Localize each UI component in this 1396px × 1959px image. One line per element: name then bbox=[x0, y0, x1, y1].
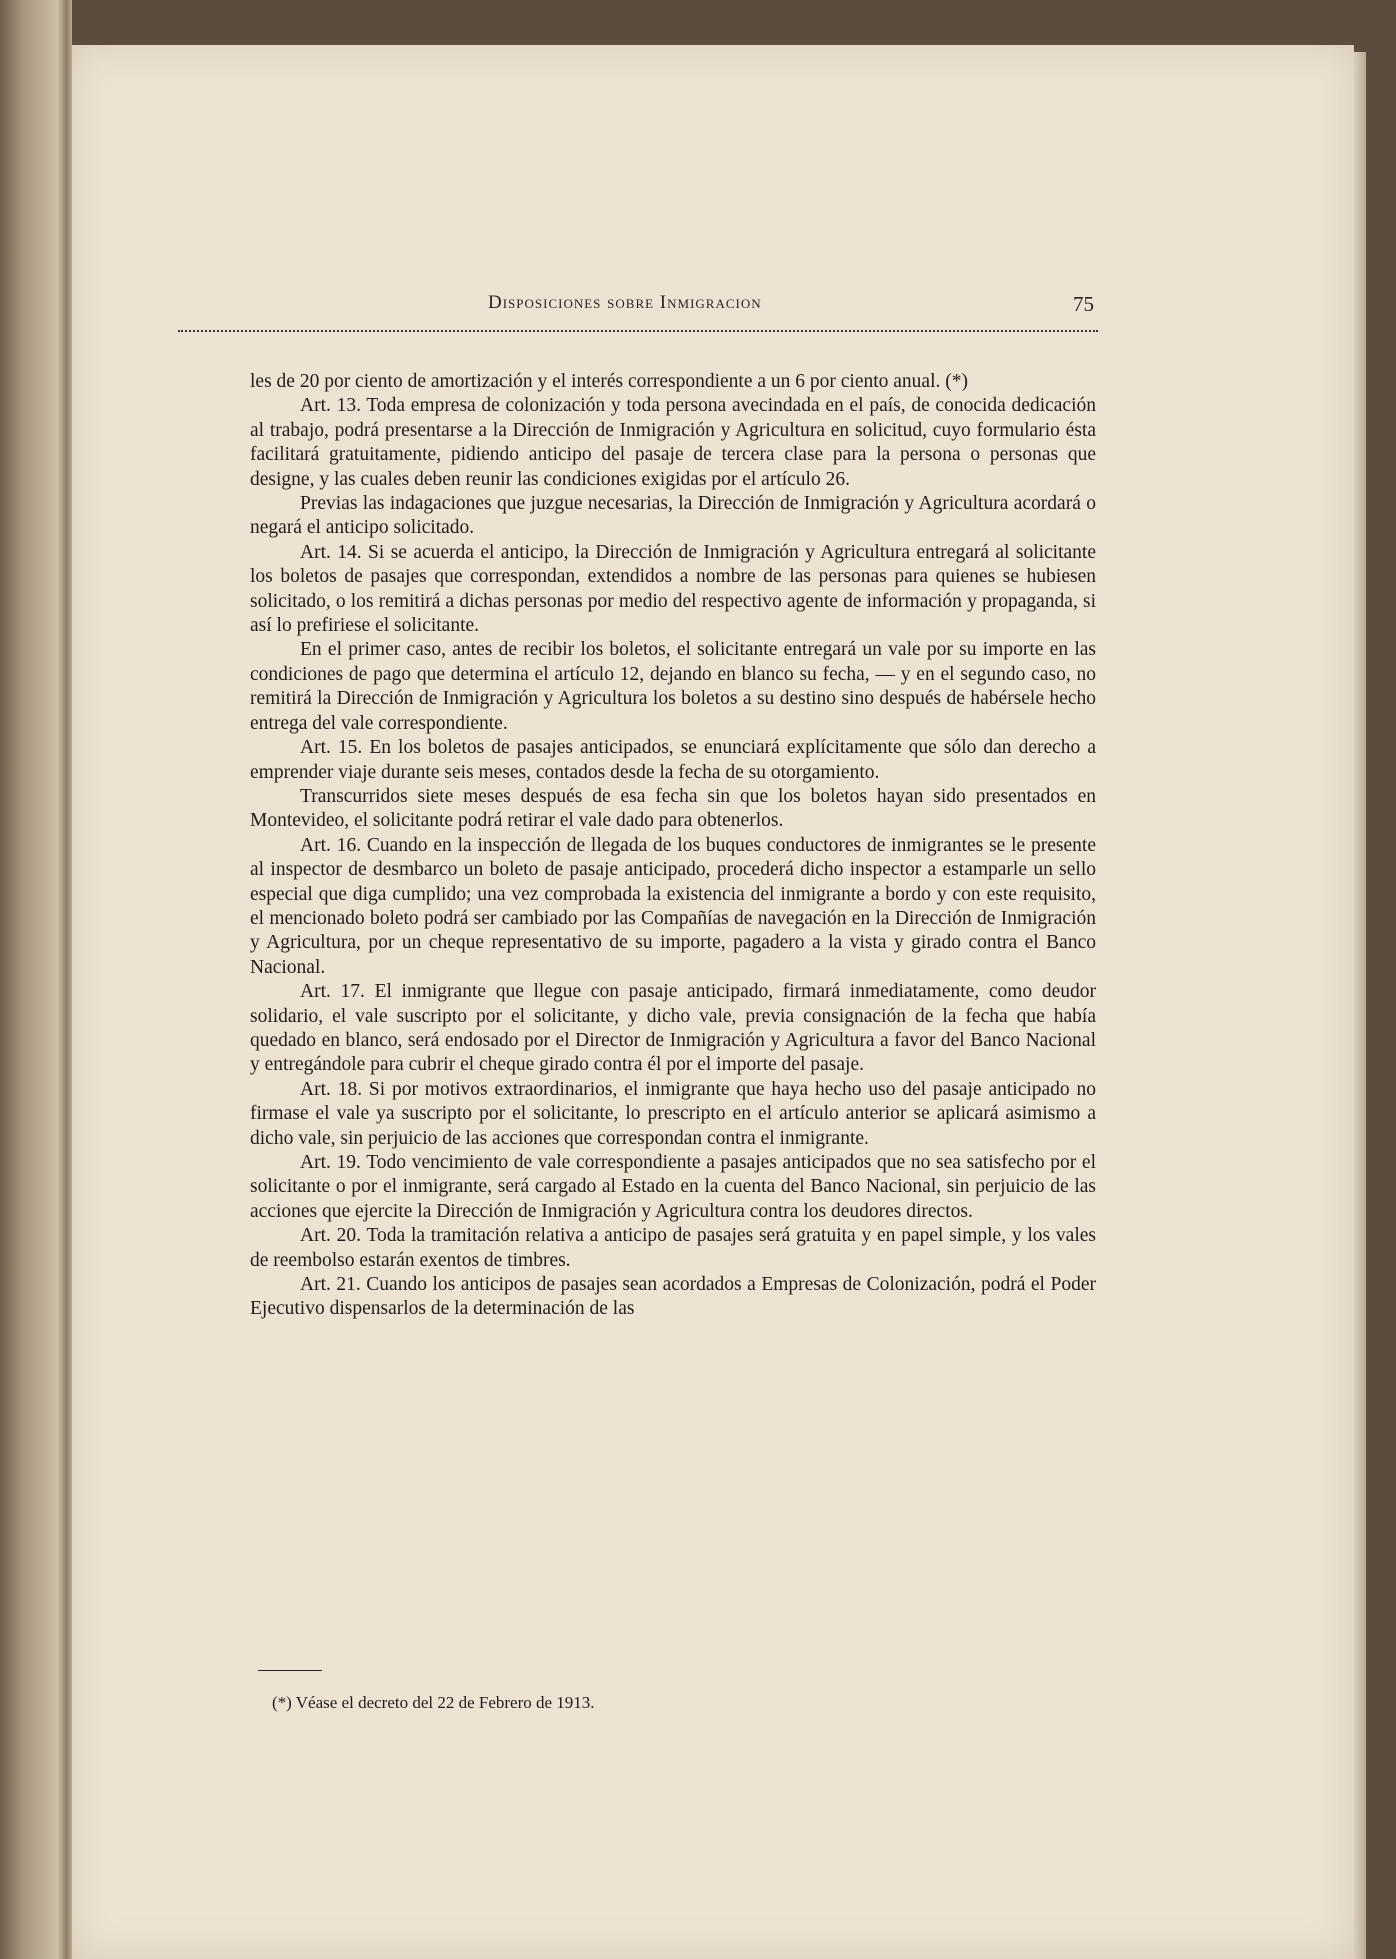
book-gutter bbox=[58, 0, 72, 1959]
footnote-rule bbox=[258, 1670, 322, 1671]
paragraph-art-16: Art. 16. Cuando en la inspección de llegada de los buques conductores de inmigrantes se le presente al inspector de desmbarco un boleto de pasaje anticipado, procederá dicho inspector a estamparle un sello especial que diga cumplido; una vez comprobada la existencia del inmigrante a bordo y con este requisito, el mencionado boleto podrá ser cambiado por las Compañías de navegación en la Dirección de Inmigración y Agricultura, por un cheque representativo de su importe, pagadero a la vista y girado contra el Banco Nacional. bbox=[250, 834, 1096, 978]
paragraph: les de 20 por ciento de amortización y el interés correspondiente a un 6 por ciento anual. (*) bbox=[250, 371, 968, 392]
page-number: 75 bbox=[1073, 292, 1094, 316]
paragraph-art-13: Art. 13. Toda empresa de colonización y toda persona avecindada en el país, de conocida dedicación al trabajo, podrá presentarse a la Dirección de Inmigración y Agricultura en solicitud, cuyo formulario ésta facilitará gratuitamente, pidiendo anticipo del pasaje de tercera clase para la persona o personas que designe, y las cuales deben reunir las condiciones exigidas por el artículo 26. bbox=[250, 395, 1096, 490]
paragraph: Previas las indagaciones que juzgue necesarias, la Dirección de Inmigración y Agricultura acordará o negará el anticipo solicitado. bbox=[250, 493, 1096, 539]
footnote: (*) Véase el decreto del 22 de Febrero de 1913. bbox=[272, 1693, 595, 1712]
paragraph-art-19: Art. 19. Todo vencimiento de vale correspondiente a pasajes anticipados que no sea satisfecho por el solicitante o por el inmigrante, será cargado al Estado en la cuenta del Banco Nacional, sin perjuicio de las acciones que ejercite la Dirección de Inmigración y Agricultura contra los deudores directos. bbox=[250, 1152, 1096, 1222]
page-edge bbox=[1354, 52, 1366, 1959]
body-text bbox=[250, 370, 1096, 1322]
paragraph-art-17: Art. 17. El inmigrante que llegue con pasaje anticipado, firmará inmediatamente, como deudor solidario, el vale suscripto por el solicitante, y dicho vale, previa consignación de la fecha que había quedado en blanco, será endosado por el Director de Inmigración y Agricultura a favor del Banco Nacional y entregándole para cubrir el cheque girado contra él por el importe del pasaje. bbox=[250, 981, 1096, 1076]
paragraph-art-14: Art. 14. Si se acuerda el anticipo, la Dirección de Inmigración y Agricultura entregará al solicitante los boletos de pasajes que correspondan, extendidos a nombre de las personas para quienes se hubiesen solicitado, o los remitirá a dichas personas por medio del respectivo agente de información y propaganda, si así lo prefiriese el solicitante. bbox=[250, 541, 1096, 637]
header-dotted-rule bbox=[178, 330, 1098, 332]
paragraph-art-21: Art. 21. Cuando los anticipos de pasajes sean acordados a Empresas de Colonización, podrá el Poder Ejecutivo dispensarlos de la determinación de las bbox=[250, 1274, 1096, 1320]
paragraph: Transcurridos siete meses después de esa fecha sin que los boletos hayan sido presentados en Montevideo, el solicitante podrá retirar el vale dado para obtenerlos. bbox=[250, 785, 1096, 832]
paragraph-art-15: Art. 15. En los boletos de pasajes anticipados, se enunciará explícitamente que sólo dan derecho a emprender viaje durante seis meses, contados desde la fecha de su otorgamiento. bbox=[250, 737, 1096, 783]
paragraph-art-20: Art. 20. Toda la tramitación relativa a anticipo de pasajes será gratuita y en papel simple, y los vales de reembolso estarán exentos de timbres. bbox=[250, 1225, 1096, 1271]
scan-background-left bbox=[0, 0, 58, 1959]
running-head: Disposiciones sobre Inmigracion bbox=[488, 292, 762, 313]
page-header bbox=[178, 292, 1098, 322]
paragraph: En el primer caso, antes de recibir los boletos, el solicitante entregará un vale por su importe en las condiciones de pago que determina el artículo 12, dejando en blanco su fecha, — y en el segundo caso, no remitirá la Dirección de Inmigración y Agricultura los boletos a su destino sino después de habérsele hecho entrega del vale correspondiente. bbox=[250, 639, 1096, 734]
paragraph-art-18: Art. 18. Si por motivos extraordinarios, el inmigrante que haya hecho uso del pasaje anticipado no firmase el vale ya suscripto por el solicitante, lo prescripto en el artículo anterior se aplicará asimismo a dicho vale, sin perjuicio de las acciones que correspondan contra el inmigrante. bbox=[250, 1078, 1096, 1149]
